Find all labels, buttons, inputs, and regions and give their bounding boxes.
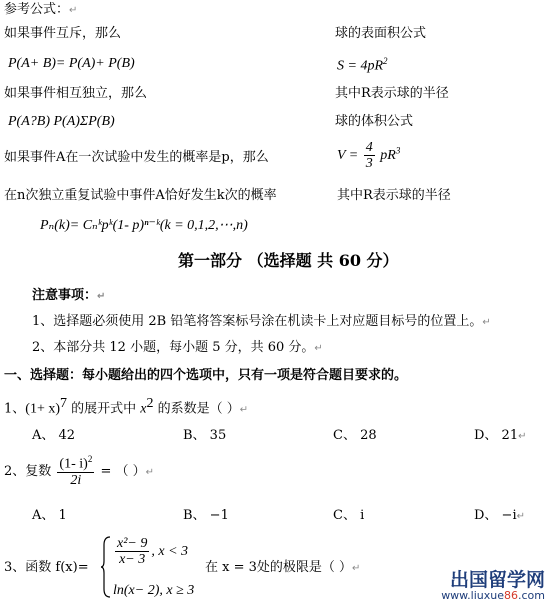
- question-1-option-d: D、 21↵: [474, 428, 527, 443]
- notes-item-1: 1、选择题必须使用 2B 铅笔将答案标号涂在机读卡上对应题目标号的位置上。↵: [32, 314, 491, 329]
- piece-1: $\frac{\text{x²− 9}}{x- 3}$ , x < 3: [117, 536, 189, 568]
- question-1-stem: 1、$(1+ x)^7$ 的展开式中 $x^2$ 的系数是（ ）↵: [4, 396, 249, 417]
- radius-note-1: 其中R表示球的半径: [335, 86, 449, 101]
- question-2-option-c: C、 i: [333, 508, 365, 523]
- piece-2: ln(x− 2), x ≥ 3: [113, 583, 195, 598]
- question-3-prefix: 3、函数 f(x)=: [4, 560, 89, 575]
- question-2-stem: 2、复数 $\frac{(1- i)^2}{2i}$ = （ ）↵: [4, 454, 155, 489]
- formula-sphere-area: $S = 4pR^2$: [337, 56, 388, 74]
- question-2-option-a: A、 1: [32, 508, 67, 523]
- independent-text: 如果事件相互独立，那么: [4, 86, 148, 101]
- formula-sphere-volume: V = $\frac{4}{3}$ $pR^3$: [337, 140, 401, 172]
- notes-item-2: 2、本部分共 12 小题，每小题 5 分，共 60 分。↵: [32, 340, 323, 355]
- piecewise-brace-icon: [100, 535, 112, 599]
- question-3-suffix: 在 x = 3处的极限是（ ）↵: [205, 560, 361, 575]
- part-title: 第一部分 （选择题 共 60 分）: [178, 251, 399, 270]
- question-1-option-a: A、 42: [32, 428, 76, 443]
- notes-title: 注意事项：↵: [32, 288, 106, 303]
- question-2-option-d: D、 −i↵: [474, 508, 525, 523]
- question-1-option-b: B、 35: [183, 428, 227, 443]
- binomial-formula: Pₙ(k)= Cₙᵏpᵏ(1- p)ⁿ⁻ᵏ(k = 0,1,2,⋯,n): [40, 218, 248, 233]
- sphere-volume-title: 球的体积公式: [335, 114, 414, 129]
- mutual-exclusive-text: 如果事件互斥，那么: [4, 26, 122, 41]
- formulas-heading: 参考公式：↵: [4, 2, 78, 17]
- question-2-option-b: B、 −1: [183, 508, 229, 523]
- watermark-logo: 出国留学网 www.liuxue86.com: [441, 568, 545, 603]
- section-heading: 一、选择题：每小题给出的四个选项中，只有一项是符合题目要求的。: [4, 368, 408, 383]
- question-1-option-c: C、 28: [333, 428, 377, 443]
- sphere-area-title: 球的表面积公式: [335, 26, 427, 41]
- formula-addition: P(A+ B)= P(A)+ P(B): [8, 56, 135, 71]
- n-trials-line: 在n次独立重复试验中事件A恰好发生k次的概率: [4, 188, 277, 203]
- formula-multiplication: P(A?B) P(A)ΣP(B): [8, 114, 115, 129]
- radius-note-2: 其中R表示球的半径: [337, 188, 451, 203]
- probability-line: 如果事件A在一次试验中发生的概率是p，那么: [4, 150, 269, 165]
